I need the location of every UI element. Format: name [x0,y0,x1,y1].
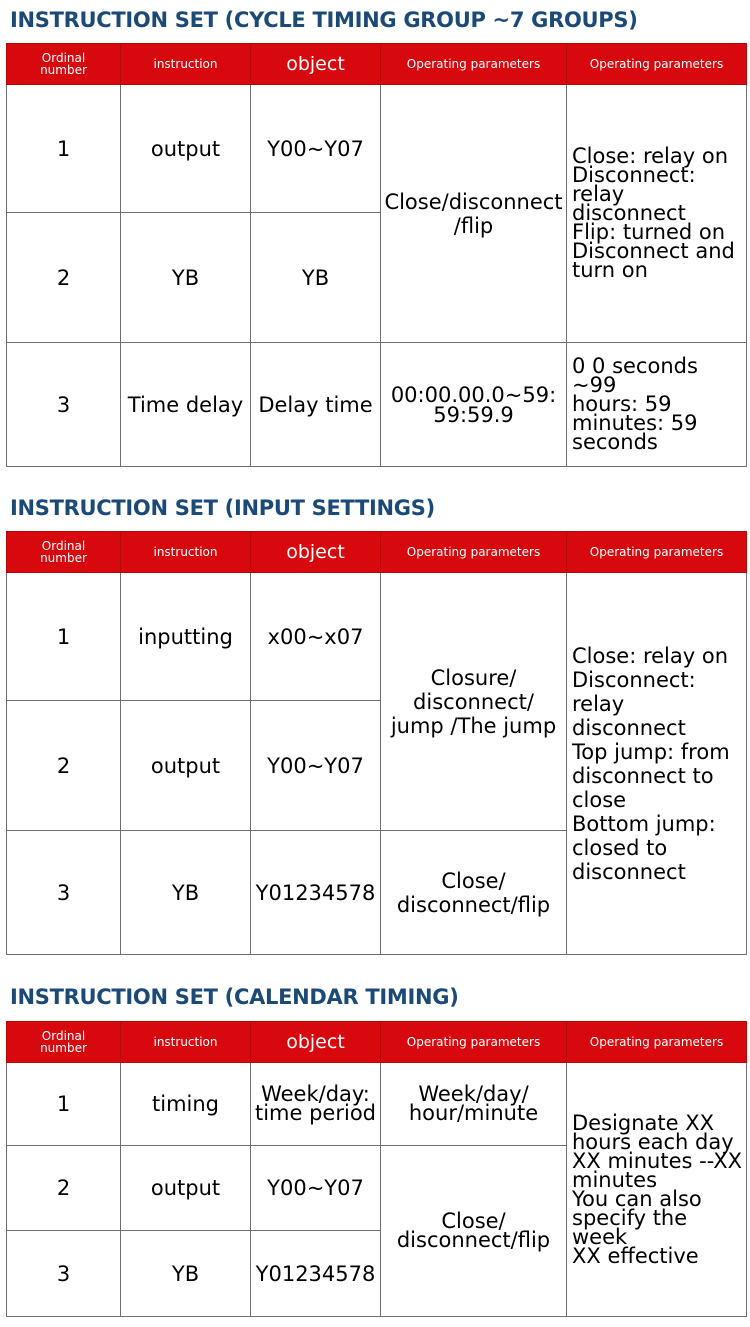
table-row [7,573,747,701]
header-ordinal: Ordinal number [7,44,121,85]
operating-parameter-cell: Week/day/ hour/minute [381,1063,567,1146]
header-instruction: instruction [121,532,251,573]
calendar-timing-table [6,1021,747,1317]
operating-parameter-cell: 00:00.00.0~59: 59:59.9 [381,343,567,467]
header-operating-parameters: Operating parameters [381,1022,567,1063]
object-cell: YB [251,213,381,343]
header-operating-parameters: Operating parameters [381,44,567,85]
parameter-notes-cell: Designate XX hours each day XX minutes --XX minutes You can also specify the week XX effective [567,1063,747,1317]
instruction-cell: Time delay [121,343,251,467]
header-ordinal: Ordinal number [7,532,121,573]
header-operating-parameters: Operating parameters [381,532,567,573]
instruction-cell: output [121,701,251,831]
ordinal-cell: 1 [7,1063,121,1146]
ordinal-cell: 1 [7,85,121,213]
section-title-calendar-timing: INSTRUCTION SET (CALENDAR TIMING) [10,985,459,1009]
operating-parameter-cell: Close/ disconnect/flip [381,1146,567,1317]
table-header-row [7,1022,747,1063]
instruction-cell: YB [121,1231,251,1317]
object-cell: Delay time [251,343,381,467]
ordinal-cell: 3 [7,343,121,467]
object-cell: Y00~Y07 [251,85,381,213]
header-ordinal: Ordinal number [7,1022,121,1063]
input-settings-table [6,531,747,955]
parameter-notes-cell: 0 0 seconds ~99 hours: 59 minutes: 59 seconds [567,343,747,467]
operating-parameter-cell: Close/disconnect /flip [381,85,567,343]
header-operating-parameters: Operating parameters [567,532,747,573]
ordinal-cell: 2 [7,213,121,343]
section-title-cycle-timing: INSTRUCTION SET (CYCLE TIMING GROUP ~7 GROUPS) [10,8,638,32]
ordinal-cell: 3 [7,1231,121,1317]
ordinal-cell: 2 [7,1146,121,1231]
object-cell: Y01234578 [251,831,381,955]
header-instruction: instruction [121,1022,251,1063]
parameter-notes-cell: Close: relay on Disconnect: relay disconnect Flip: turned on Disconnect and turn on [567,85,747,343]
header-operating-parameters: Operating parameters [567,1022,747,1063]
table-header-row [7,44,747,85]
table-row [7,343,747,467]
object-cell: Y00~Y07 [251,701,381,831]
header-object: object [251,1022,381,1063]
ordinal-cell: 2 [7,701,121,831]
section-title-input-settings: INSTRUCTION SET (INPUT SETTINGS) [10,496,435,520]
header-instruction: instruction [121,44,251,85]
header-object: object [251,532,381,573]
object-cell: x00~x07 [251,573,381,701]
instruction-cell: YB [121,831,251,955]
table-row [7,1063,747,1146]
header-operating-parameters: Operating parameters [567,44,747,85]
object-cell: Y00~Y07 [251,1146,381,1231]
instruction-cell: output [121,1146,251,1231]
ordinal-cell: 1 [7,573,121,701]
instruction-cell: inputting [121,573,251,701]
operating-parameter-cell: Closure/ disconnect/ jump /The jump [381,573,567,831]
instruction-cell: YB [121,213,251,343]
parameter-notes-cell: Close: relay on Disconnect: relay disconnect Top jump: from disconnect to close Bottom jump: closed to disconnect [567,573,747,955]
object-cell: Y01234578 [251,1231,381,1317]
operating-parameter-cell: Close/ disconnect/flip [381,831,567,955]
header-object: object [251,44,381,85]
instruction-cell: output [121,85,251,213]
instruction-cell: timing [121,1063,251,1146]
ordinal-cell: 3 [7,831,121,955]
table-row [7,85,747,213]
cycle-timing-table [6,43,747,467]
object-cell: Week/day: time period [251,1063,381,1146]
table-header-row [7,532,747,573]
